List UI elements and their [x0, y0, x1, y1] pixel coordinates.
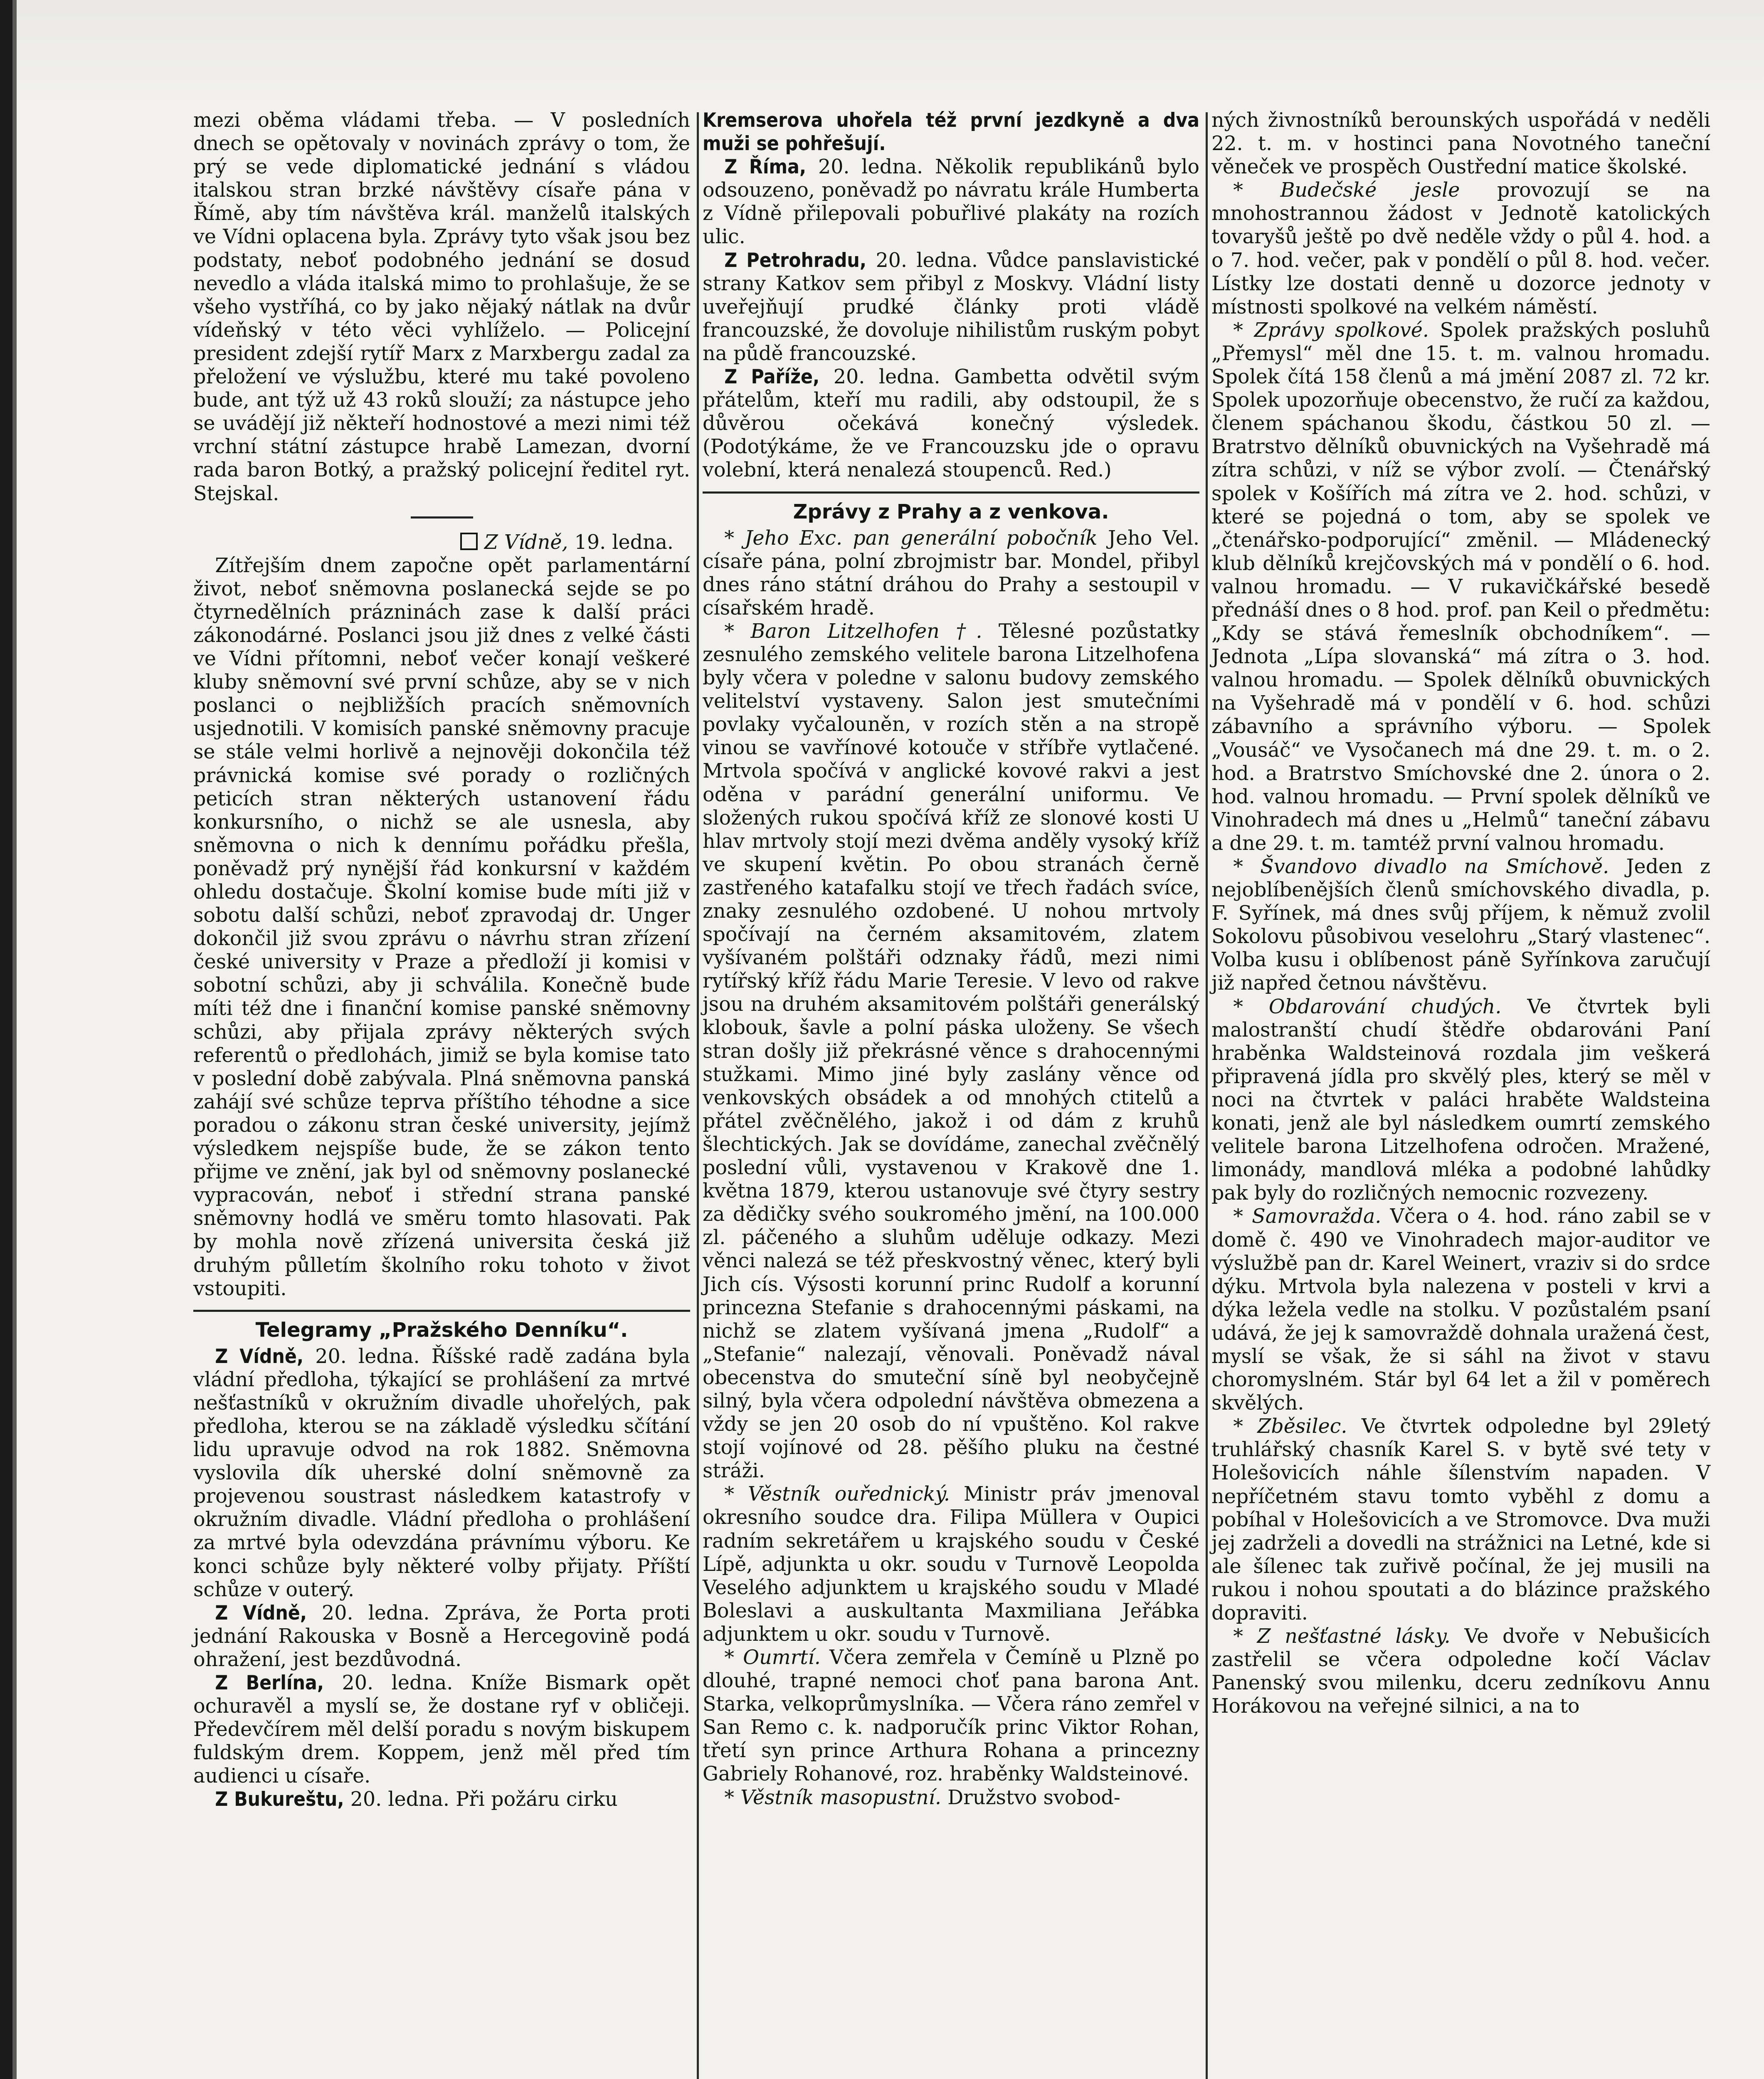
column-rule-1 [697, 112, 699, 2079]
news-charity: * Obdarování chudých. Ve čtvrtek byli malostranští chudí štědře obdarováni Paní hraběnka Waldsteinová rozdala jim veškerá připravená jídla pro skvělý ples, který se měl v noci na čtvrtek v paláci hraběte Waldsteina konati, jenž ale byl následkem oumrtí zemského velitele barona Litzelhofena odročen. Mražené, limonády, mandlová mléka a podobné lahůdky pak byly do rozličných nemocnic rozvezeny. [1211, 995, 1710, 1205]
dateline-date: 19. ledna. [574, 531, 674, 554]
news-carnival-cont: ných živnostníků berounských uspořádá v neděli 22. t. m. v hostinci pana Novotného taneční věneček ve prospěch Oustřední matice školské. [1211, 109, 1710, 179]
heading-telegrams: Telegramy „Pražského Denníku“. [255, 1318, 628, 1342]
column-1 [193, 109, 690, 1812]
news-official-gazette: * Věstník ouřednický. Ministr práv jmenoval okresního soudce dra. Filipa Müllera v Oupici radním sekretářem u krajského soudu v České Lípě, adjunkta u okr. soudu v Turnově Leopolda Veselého adjunktem u krajského soudu v Mladé Boleslavi a auskultanta Maxmiliana Jeřábka adjunktem u okr. soudu v Turnově. [703, 1483, 1199, 1646]
news-deaths: * Oumrtí. Včera zemřela v Čemíně u Plzně po dlouhé, trapné nemoci choť pana barona Ant. Starka, velkoprůmyslníka. — Včera ráno zemřel v San Remo c. k. nadporučík princ Viktor Rohan, třetí syn prince Arthura Rohana a princezny Gabriely Rohanové, roz. hraběnky Waldsteinové. [703, 1646, 1199, 1786]
news-theatre: * Švandovo divadlo na Smíchově. Jeden z nejoblíbenějších členů smíchovského divadla, p. F. Syřínek, má dnes svůj příjem, k němuž zvolil Sokolovu působivou veselohru „Starý vlastenec“. Volba kusu i oblíbenost páně Syřínkova zaručují již napřed četnou návštěvu. [1211, 855, 1710, 995]
telegram-vienna-2: Z Vídně, 20. ledna. Zpráva, že Porta proti jednání Rakouska v Bosně a Hercegovině podá ohražení, jest bezdůvodná. [193, 1601, 690, 1671]
telegram-vienna-1: Z Vídně, 20. ledna. Říšské radě zadána byla vládní předloha, týkající se prohlášení za mrtvé nešťastníků v okružním divadle uhořelých, pak předloha, kterou se na základě výsledku sčítání lidu upravuje odvod na rok 1882. Sněmovna vyslovila dík uherské dolní sněmovně za projevenou soustrast následkem katastrofy v okružním divadle. Vládní předloha o prohlášení za mrtvé byla odevzdána právnímu výboru. Ke konci schůze byly některé volby přijaty. Příští schůze v outerý. [193, 1345, 690, 1601]
separator-dash [411, 516, 473, 519]
news-carnival: * Věstník masopustní. Družstvo svobod- [724, 1786, 1120, 1809]
telegram-paris: Z Paříže, 20. ledna. Gambetta odvětil svým přátelům, kteří mu radili, aby odstoupil, že s důvěrou očekává konečný výsledek. (Podotýkáme, že ve Francouzsku jde o opravu volební, která nenalezá stoupenců. Red.) [703, 365, 1199, 482]
scan-edge-shadow [12, 0, 17, 2079]
news-suicide: * Samovražda. Včera o 4. hod. ráno zabil se v domě č. 490 ve Vinohradech major-auditor ve výslužbě pan dr. Karel Weinert, vraziv si do srdce dýku. Mrtvola byla nalezena v posteli v krvi a dýka ležela vedle na stolku. V pozůstalém psaní udává, že jej k samovraždě dohnala uražená čest, myslí se však, že si sáhl na život v stavu choromyslném. Stár byl 64 let a žil v poměrech skvělých. [1211, 1205, 1710, 1415]
heading-local-news: Zprávy z Prahy a z venkova. [793, 500, 1109, 523]
telegram-rome: Z Říma, 20. ledna. Několik republikánů bylo odsouzeno, poněvadž po návratu krále Humberta z Vídně přilepovali pobuřlivé plakáty na rozích ulic. [703, 156, 1199, 249]
dateline-place: Z Vídně, [484, 531, 568, 554]
vienna-dateline [193, 531, 690, 554]
telegram-petersburg: Z Petrohradu, 20. ledna. Vůdce panslavistické strany Katkov sem přibyl z Moskvy. Vládní listy uveřejňují prudké články proti vládě francouzské, že dovoluje nihilistům ruským pobyt na půdě francouzské. [703, 249, 1199, 365]
news-unhappy-love: * Z nešťastné lásky. Ve dvoře v Nebušicích zastřelil se včera odpoledne kočí Václav Panenský svou milenku, dceru zedníkovu Annu Horákovou na veřejné silnici, a na to [1211, 1625, 1710, 1718]
news-budec-nativity: * Budečské jesle provozují se na mnohostrannou žádost v Jednotě katolických tovaryšů ještě po dvě neděle vždy o půl 4. hod. a o 7. hod. večer, pak v pondělí o půl 8. hod. večer. Lístky lze dostati denně u dozorce jednoty v místnosti spolkové na velkém náměstí. [1211, 179, 1710, 319]
news-litzelhofen: * Baron Litzelhofen †. Tělesné pozůstatky zesnulého zemského velitele barona Litzelhofena byly včera v poledne v salonu budovy zemského velitelství vystaveny. Salon jest smutečními povlaky vyčalouněn, v rozích stěn a na stropě vinou se vavřínové kotouče v stříbře vytlačené. Mrtvola spočívá v anglické kovové rakvi a jest oděna v parádní generální uniformu. Ve složených rukou spočívá kříž ze slonové kosti U hlav mrtvoly stojí mezi dvěma anděly vysoký kříž ve skupení květin. Po obou stranách černě zastřeného katafalku stojí ve třech řadách svíce, znaky zesnulého ozdobené. U nohou mrtvoly spočívají na černém aksamitovém, zlatem vyšívaném polštáři odznaky řádů, mezi nimi rytířský kříž řádu Marie Teresie. V levo od rakve jsou na druhém aksamitovém polštáři generálský klobouk, šavle a polní páska uloženy. Se všech stran došly již překrásné věnce s drahocennými stužkami. Mimo jiné byly zaslány věnce od venkovských obsádek a od mnohých ctitelů a přátel zvěčnělého, jakož i od dám z kruhů šlechtických. Jak se dovídáme, zanechal zvěčnělý poslední vůli, vystavenou v Krakově dne 1. května 1879, kterou ustanovuje své čtyry sestry za dědičky svého soukromého jmění, na 100.000 zl. páčeného a sluhům uděluje odkazy. Mezi věnci nalezá se též přeskvostný věnec, který byli Jich cís. Výsosti korunní princ Rudolf a korunní princezna Stefanie s drahocennými páskami, na nichž se zlatem vyšívaná jmena „Rudolf“ a „Stefanie“ nalezají, věnovali. Poněvadž nával obecenstva do smuteční síně byl neobyčejně silný, byla včera odpolední návštěva obmezena a vždy se jen 20 osob do ní vpuštěno. Kol rakve stojí vojínové od 28. pěšího pluku na čestné stráži. [703, 620, 1199, 1483]
article-parliament: Zítřejším dnem započne opět parlamentární život, neboť sněmovna poslanecká sejde se po čtyrnedělních prázninách zase k další práci zákonodárné. Poslanci jsou již dnes z velké části ve Vídni přítomni, neboť večer konají veškeré kluby sněmovní své první schůze, aby se v nich poslanci o nejbližších pracích sněmovních usjednotili. V komisích panské sněmovny pracuje se stále velmi horlivě a nejnověji dokončila též právnická komise své porady o rozličných peticích stran některých ustanovení řádu konkursního, o nichž se ale usnesla, aby sněmovna o nich k dennímu pořádku přešla, poněvadž prý nynější řád konkursní v každém ohledu dostačuje. Školní komise bude míti již v sobotu další schůzi, neboť zpravodaj dr. Unger dokončil již svou zprávu o návrhu stran zřízení české university v Praze a předloží ji komisi v sobotní schůzi, aby ji schválila. Konečně bude míti též dne i finanční komise panské sněmovny schůzi, aby přijala zprávy některých svých referentů o předlohách, jimiž se byla komise tato v poslední době zabývala. Plná sněmovna panská zahájí své schůze teprva příštího téhodne a sice poradou o zákonu stran české university, jejímž výsledkem nejspíše bude, že se zákon tento přijme ve znění, jak byl od sněmovny poslanecké vypracován, neboť i střední strana panské sněmovny hodlá ve směru tomto hlasovati. Pak by mohla nově zřízená universita česká již druhým půlletím školního roku tohoto v život vstoupiti. [193, 554, 690, 1300]
telegram-berlin: Z Berlína, 20. ledna. Kníže Bismark opět ochuravěl a myslí se, že dostane ryf v obličeji. Předevčírem měl delší poradu s novým biskupem fuldským drem. Koppem, jenž měl před tím audienci u císaře. [193, 1672, 690, 1788]
column-2 [703, 109, 1199, 1810]
column-3 [1211, 109, 1710, 1718]
telegram-bucharest: Z Bukureštu, 20. ledna. Při požáru cirku [215, 1788, 618, 1811]
scan-edge [0, 0, 12, 2079]
correspondent-mark-icon [460, 533, 478, 550]
section-separator [193, 1310, 690, 1312]
news-general: * Jeho Exc. pan generální pobočník Jeho Vel. císaře pána, polní zbrojmistr bar. Mondel, přibyl dnes ráno státní dráhou do Prahy a sestoupil v císařském hradě. [703, 526, 1199, 620]
news-societies: * Zprávy spolkové. Spolek pražských posluhů „Přemysl“ měl dne 15. t. m. valnou hromadu. Spolek čítá 158 členů a má jmění 2087 zl. 72 kr. Spolek upozorňuje obecenstvo, že ručí za každou, členem spáchanou škodu, částkou 50 zl. — Bratrstvo dělníků obuvnických na Vyšehradě má zítra schůzi, v níž se výbor zvolí. — Čtenářský spolek v Košířích má zítra ve 2. hod. schůzi, v které se pojedná o tom, aby se spolek ve „čtenářsko-podporující“ změnil. — Mládenecký klub dělníků krejčovských má v pondělí o 6. hod. valnou hromadu. — V rukavičkářské besedě přednáší dnes o 8 hod. prof. pan Keil o předmětu: „Kdy se stává řemeslník obchodníkem“. — Jednota „Lípa slovanská“ má zítra o 3. hod. valnou hromadu. — Spolek dělníků obuvnických na Vyšehradě má v pondělí v 6. hod. schůzi zábavního a správního výboru. — Spolek „Vousáč“ ve Vysočanech má dne 29. t. m. o 2. hod. a Bratrstvo Smíchovské dne 2. února o 2. hod. valnou hromadu. — První spolek dělníků ve Vinohradech má dnes u „Helmů“ taneční zábavu a dne 29. t. m. tamtéž první valnou hromadu. [1211, 319, 1710, 855]
column-rule-2 [1206, 112, 1208, 2079]
telegram-bucharest-cont: Kremserova uhořela též první jezdkyně a dva muži se pohřešují. [703, 109, 1199, 156]
page-top-margin [0, 0, 1764, 104]
article-vienna-diplomacy: mezi oběma vládami třeba. — V posledních dnech se opětovaly v novinách zprávy o tom, že prý se vede diplomatické jednání s vládou italskou stran brzké návštěvy císaře pána v Římě, aby tím návštěva král. manželů italských ve Vídni oplacena byla. Zprávy tyto však jsou bez podstaty, neboť podobného jednání se dosud nevedlo a vláda italská mimo to prohlašuje, že se všeho vystříhá, co by jako nějaký nátlak na dvůr vídeňský v této věci vyhlíželo. — Policejní president zdejší rytíř Marx z Marxbergu zadal za přeložení ve výslužbu, které mu také povoleno bude, ant týž už 43 roků slouží; za nástupce jeho se uvádějí již někteří hodnostové a mezi nimi též vrchní státní zástupce hrabě Lamezan, dvorní rada baron Botký, a pražský policejní ředitel ryt. Stejskal. [193, 109, 690, 505]
news-madman: * Zběsilec. Ve čtvrtek odpoledne byl 29letý truhlářský chasník Karel S. v bytě své tety v Holešovicích náhle šílenstvím napaden. V nepříčetném stavu tomto vyběhl z domu a pobíhal v Holešovicích a ve Stromovce. Dva muži jej zadrželi a dovedli na strážnici na Letné, kde si ale šílenec tak zuřivě počínal, že jej musili na rukou i nohou spoutati a do blázince pražského dopraviti. [1211, 1415, 1710, 1625]
section-separator [703, 491, 1199, 494]
